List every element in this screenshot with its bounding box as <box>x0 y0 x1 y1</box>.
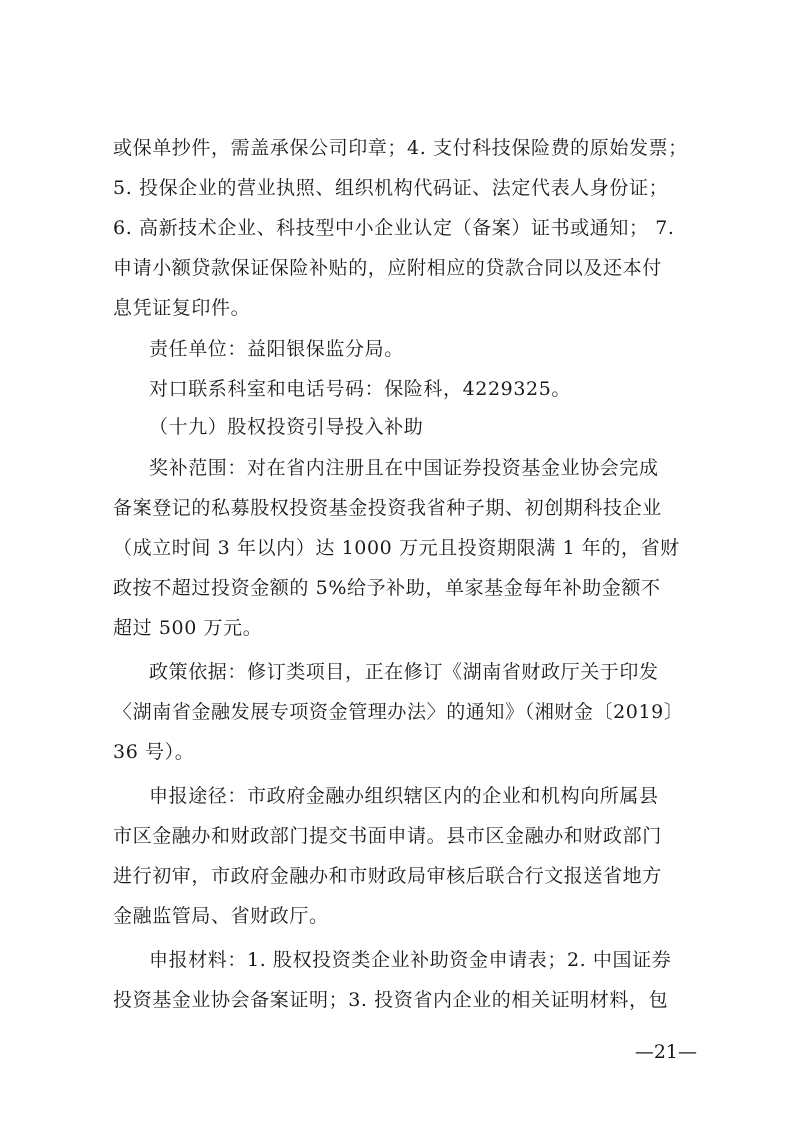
text-line: 5. 投保企业的营业执照、组织机构代码证、法定代表人身份证； <box>113 177 669 199</box>
text-line: 政按不超过投资金额的 5%给予补助，单家基金每年补助金额不 <box>113 577 661 599</box>
text-line: 金融监管局、省财政厅。 <box>113 905 329 927</box>
text-line: （成立时间 3 年以内）达 1000 万元且投资期限满 1 年的，省财 <box>113 537 680 559</box>
text-line: 36 号）。 <box>113 741 195 763</box>
page-number: —21— <box>634 1041 697 1063</box>
text-line: 市区金融办和财政部门提交书面申请。县市区金融办和财政部门 <box>113 825 662 847</box>
text-line: 投资基金业协会备案证明；3. 投资省内企业的相关证明材料，包 <box>113 989 669 1011</box>
text-line: 进行初审，市政府金融办和市财政局审核后联合行文报送省地方 <box>113 865 662 887</box>
text-line: 6. 高新技术企业、科技型中小企业认定（备案）证书或通知； 7. <box>113 217 675 239</box>
responsible-unit: 责任单位：益阳银保监分局。 <box>149 338 404 360</box>
section-heading: （十九）股权投资引导投入补助 <box>149 416 424 438</box>
text-line: 息凭证复印件。 <box>113 297 251 319</box>
contact-info: 对口联系科室和电话号码：保险科，4229325。 <box>149 378 572 400</box>
text-line: 申请小额贷款保证保险补贴的，应附相应的贷款合同以及还本付 <box>113 257 662 279</box>
text-line: 超过 500 万元。 <box>113 617 263 639</box>
text-line: 备案登记的私募股权投资基金投资我省种子期、初创期科技企业 <box>113 497 662 519</box>
text-line: 或保单抄件，需盖承保公司印章；4. 支付科技保险费的原始发票； <box>113 137 688 159</box>
text-line: 申报材料：1. 股权投资类企业补助资金申请表；2. 中国证券 <box>149 949 672 971</box>
text-line: 政策依据：修订类项目，正在修订《湖南省财政厅关于印发 <box>149 661 659 683</box>
text-line: 申报途径：市政府金融办组织辖区内的企业和机构向所属县 <box>149 785 659 807</box>
text-line: 〈湖南省金融发展专项资金管理办法〉的通知》（湘财金〔2019〕 <box>113 701 684 723</box>
text-line: 奖补范围：对在省内注册且在中国证券投资基金业协会完成 <box>149 457 659 479</box>
